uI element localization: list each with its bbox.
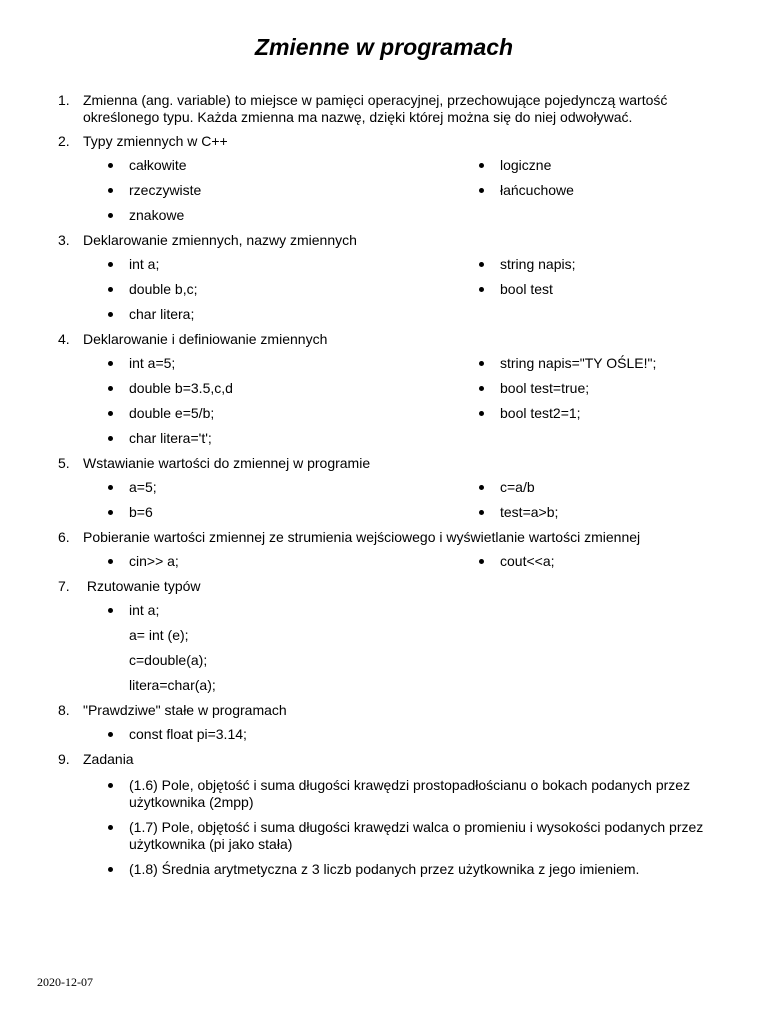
bullet-item: int a=5; — [108, 355, 175, 372]
item-text: Wstawianie wartości do zmiennej w programie — [83, 455, 371, 471]
list-item-7 — [0, 578, 743, 595]
list-item-3 — [0, 232, 743, 249]
bullet-list-8 — [0, 726, 768, 751]
bullet-icon — [479, 485, 484, 490]
list-item-4 — [0, 331, 743, 348]
bullet-list-5 — [0, 479, 768, 529]
bullet-item: test=a>b; — [479, 504, 558, 521]
bullet-icon — [108, 163, 113, 168]
bullet-icon — [108, 559, 113, 564]
bullet-item: rzeczywiste — [108, 182, 201, 199]
item-text: Typy zmiennych w C++ — [83, 133, 228, 149]
bullet-icon — [108, 732, 113, 737]
bullet-item: double b,c; — [108, 281, 198, 298]
item-number: 9. — [58, 751, 70, 767]
bullet-item: całkowite — [108, 157, 187, 174]
item-number: 3. — [58, 232, 70, 248]
bullet-list-2 — [0, 157, 768, 232]
bullet-icon — [108, 510, 113, 515]
bullet-item: double b=3.5,c,d — [108, 380, 233, 397]
item-text: "Prawdziwe" stałe w programach — [83, 702, 287, 718]
item-number: 6. — [58, 529, 70, 545]
bullet-icon — [108, 867, 113, 872]
item-text: Rzutowanie typów — [83, 578, 201, 594]
item-text: Deklarowanie i definiowanie zmiennych — [83, 331, 328, 347]
bullet-item: cout<<a; — [479, 553, 555, 570]
task-item: (1.6) Pole, objętość i suma długości krawędzi prostopadłościanu o bokach podanych przez użytkownika (2mpp) — [0, 777, 739, 811]
item-text: Deklarowanie zmiennych, nazwy zmiennych — [83, 232, 357, 248]
bullet-icon — [479, 386, 484, 391]
list-item-5 — [0, 455, 743, 472]
item-number: 4. — [58, 331, 70, 347]
bullet-icon — [108, 608, 113, 613]
bullet-item: łańcuchowe — [479, 182, 574, 199]
task-item: (1.7) Pole, objętość i suma długości krawędzi walca o promieniu i wysokości podanych przez użytkownika (pi jako stała) — [0, 819, 739, 853]
bullet-item: int a; — [108, 602, 159, 619]
item-number: 8. — [58, 702, 70, 718]
bullet-icon — [479, 510, 484, 515]
bullet-icon — [108, 361, 113, 366]
page-title: Zmienne w programach — [254, 34, 514, 60]
bullet-list-6 — [0, 553, 768, 578]
document-date: 2020-12-07 — [37, 975, 93, 989]
task-list — [0, 775, 768, 878]
bullet-icon — [108, 287, 113, 292]
list-item-1 — [0, 92, 743, 126]
bullet-icon — [108, 213, 113, 218]
code-line: c=double(a); — [129, 652, 208, 668]
item-number: 1. — [58, 92, 70, 108]
bullet-icon — [108, 188, 113, 193]
bullet-item: string napis; — [479, 256, 575, 273]
bullet-item: char litera='t'; — [108, 430, 212, 447]
bullet-icon — [108, 436, 113, 441]
code-line: litera=char(a); — [129, 677, 216, 693]
bullet-icon — [108, 262, 113, 267]
bullet-icon — [108, 386, 113, 391]
bullet-item: int a; — [108, 256, 159, 273]
item-text: Zmienna (ang. variable) to miejsce w pamięci operacyjnej, przechowujące pojedynczą wartość określonego typu. Każda zmienna ma nazwę, dzięki której można się do niej odwoływać. — [83, 92, 668, 125]
bullet-icon — [479, 411, 484, 416]
bullet-icon — [479, 188, 484, 193]
bullet-item: bool test2=1; — [479, 405, 581, 422]
bullet-item: const float pi=3.14; — [108, 726, 247, 743]
bullet-item: c=a/b — [479, 479, 535, 496]
bullet-icon — [479, 287, 484, 292]
bullet-list-7 — [0, 602, 768, 702]
list-item-2 — [0, 133, 743, 150]
list-item-8 — [0, 702, 743, 719]
bullet-item: znakowe — [108, 207, 184, 224]
bullet-icon — [479, 163, 484, 168]
bullet-icon — [479, 262, 484, 267]
bullet-icon — [108, 312, 113, 317]
bullet-item: logiczne — [479, 157, 551, 174]
item-text: Zadania — [83, 751, 134, 767]
bullet-item: string napis="TY OŚLE!"; — [479, 355, 656, 372]
bullet-item: double e=5/b; — [108, 405, 214, 422]
list-item-9 — [0, 751, 743, 768]
bullet-item: cin>> a; — [108, 553, 179, 570]
document-body — [0, 92, 768, 886]
list-item-6 — [0, 529, 743, 546]
bullet-icon — [479, 361, 484, 366]
bullet-item: b=6 — [108, 504, 153, 521]
bullet-icon — [108, 783, 113, 788]
task-item: (1.8) Średnia arytmetyczna z 3 liczb podanych przez użytkownika z jego imieniem. — [0, 861, 739, 878]
bullet-list-4 — [0, 355, 768, 455]
item-number: 7. — [58, 578, 70, 594]
bullet-icon — [108, 825, 113, 830]
code-line: a= int (e); — [129, 627, 189, 643]
bullet-list-3 — [0, 256, 768, 331]
item-number: 5. — [58, 455, 70, 471]
bullet-item: a=5; — [108, 479, 157, 496]
item-text: Pobieranie wartości zmiennej ze strumienia wejściowego i wyświetlanie wartości zmiennej — [83, 529, 641, 545]
bullet-item: char litera; — [108, 306, 194, 323]
bullet-icon — [479, 559, 484, 564]
bullet-icon — [108, 485, 113, 490]
bullet-icon — [108, 411, 113, 416]
bullet-item: bool test — [479, 281, 553, 298]
bullet-item: bool test=true; — [479, 380, 589, 397]
item-number: 2. — [58, 133, 70, 149]
